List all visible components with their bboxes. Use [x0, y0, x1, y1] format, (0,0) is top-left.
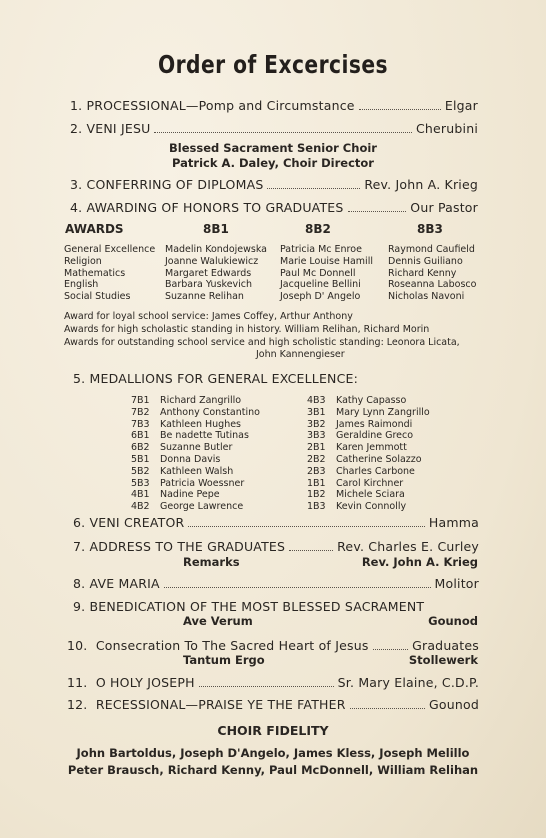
dot-leader — [154, 131, 412, 133]
awards-heading: AWARDS — [65, 222, 124, 236]
medallion-codes-left — [131, 395, 150, 513]
item-right: Gounod — [429, 697, 479, 712]
award-winner: Jacqueline Bellini — [280, 279, 361, 291]
student-name: Anthony Constantino — [160, 406, 260, 418]
student-name: Suzanne Butler — [160, 442, 233, 454]
award-winner: Raymond Caufield — [388, 244, 475, 255]
dot-leader — [359, 108, 441, 110]
class-code: 4B3 — [307, 395, 326, 406]
class-code: 1B1 — [307, 477, 326, 489]
item-label: ADDRESS TO THE GRADUATES — [89, 539, 286, 554]
award-category: English — [64, 279, 99, 291]
student-name: Karen Jemmott — [336, 442, 407, 454]
item-number: 11. — [67, 675, 88, 690]
choir-director: Patrick A. Daley, Choir Director — [172, 156, 374, 170]
medallion-names-left — [160, 395, 260, 513]
item-number: 1. — [70, 98, 83, 113]
item-right: Sr. Mary Elaine, C.D.P. — [337, 675, 479, 690]
item-number: 2. — [70, 121, 83, 136]
item-number: 10. — [67, 638, 88, 653]
item-9-sub-right: Gounod — [428, 614, 478, 628]
item-7-sub-label: Remarks — [183, 555, 240, 569]
award-winner: Suzanne Relihan — [165, 291, 244, 303]
special-award: Award for loyal school service: James Coffey, Arthur Anthony — [64, 311, 353, 322]
class-code: 5B3 — [131, 477, 150, 489]
student-name: Geraldine Greco — [336, 430, 414, 442]
award-category: Religion — [64, 255, 102, 267]
award-winner: Marie Louise Hamill — [280, 255, 373, 267]
student-name: Catherine Solazzo — [336, 453, 422, 465]
dot-leader — [348, 210, 407, 212]
dot-leader — [188, 525, 424, 527]
item-10-sub-right: Stollewerk — [408, 653, 478, 667]
item-9-sub-label: Ave Verum — [183, 614, 253, 628]
award-winner: Roseanna Labosco — [388, 279, 477, 291]
item-10-sub-label: Tantum Ergo — [183, 653, 265, 667]
item-number: 4. — [70, 200, 83, 215]
class-code: 6B2 — [131, 442, 150, 454]
class-code: 3B2 — [307, 418, 326, 430]
student-name: Kevin Connolly — [336, 501, 407, 513]
award-categories — [64, 244, 155, 303]
item-label: CONFERRING OF DIPLOMAS — [86, 177, 264, 192]
item-right: Rev. Charles E. Curley — [337, 539, 479, 554]
item-number: 12. — [67, 697, 88, 712]
item-right: Molitor — [434, 576, 479, 591]
dot-leader — [373, 648, 409, 650]
program-item-3 — [70, 177, 478, 192]
award-winner: Patricia Mc Enroe — [280, 244, 362, 255]
special-awards — [64, 311, 460, 362]
award-category: General Excellence — [64, 244, 156, 255]
class-code: 2B2 — [307, 453, 326, 465]
item-number: 6. — [73, 515, 86, 530]
student-name: George Lawrence — [160, 501, 244, 513]
class-code: 7B3 — [131, 418, 150, 430]
medallion-codes-right — [307, 395, 326, 513]
award-winner: Nicholas Navoni — [388, 291, 465, 303]
class-code: 4B2 — [131, 501, 150, 513]
award-winner: Madelin Kondojewska — [165, 244, 268, 255]
choir-fidelity-heading: CHOIR FIDELITY — [217, 723, 329, 738]
item-label: RECESSIONAL—PRAISE YE THE FATHER — [95, 697, 346, 712]
program-item-11 — [67, 675, 479, 690]
student-name: Richard Zangrillo — [160, 395, 242, 406]
award-winner: Richard Kenny — [388, 267, 457, 279]
program-item-10 — [67, 638, 479, 653]
item-number: 3. — [70, 177, 83, 192]
award-winner: Barbara Yuskevich — [165, 279, 253, 291]
item-right: Hamma — [428, 515, 479, 530]
dot-leader — [199, 685, 334, 687]
item-number: 7. — [73, 539, 86, 554]
class-code: 5B1 — [131, 453, 150, 465]
item-right: Graduates — [412, 638, 479, 653]
class-code: 7B1 — [131, 395, 150, 406]
medallion-names-right — [336, 395, 430, 513]
item-label: Consecration To The Sacred Heart of Jesus — [95, 638, 369, 653]
item-label: VENI JESU — [86, 121, 151, 136]
class-code: 1B3 — [307, 501, 326, 513]
item-label: PROCESSIONAL—Pomp and Circumstance — [86, 98, 355, 113]
program-item-5 — [73, 371, 358, 386]
item-number: 9. — [73, 599, 86, 614]
student-name: Charles Carbone — [336, 465, 415, 477]
choir-fidelity-names-1: John Bartoldus, Joseph D'Angelo, James Kless, Joseph Melillo — [76, 746, 470, 760]
awards-8b3 — [388, 244, 476, 303]
class-8b3-heading: 8B3 — [417, 222, 443, 236]
item-label: BENEDICATION OF THE MOST BLESSED SACRAMENT — [89, 599, 425, 614]
dot-leader — [289, 549, 333, 551]
award-winner: Joseph D' Angelo — [280, 291, 361, 303]
class-code: 3B1 — [307, 406, 326, 418]
item-label: MEDALLIONS FOR GENERAL EXCELLENCE: — [89, 371, 359, 386]
program-item-9 — [73, 599, 424, 614]
student-name: Nadine Pepe — [160, 489, 220, 501]
student-name: Patricia Woessner — [160, 477, 245, 489]
program-item-8 — [73, 576, 479, 591]
special-award: Awards for outstanding school service and high scholistic standing: Leonora Licata, — [64, 336, 460, 348]
award-category: Mathematics — [64, 267, 126, 279]
student-name: Carol Kirchner — [336, 477, 404, 489]
item-right: Cherubini — [415, 121, 478, 136]
student-name: Be nadette Tutinas — [160, 430, 249, 442]
item-label: O HOLY JOSEPH — [95, 675, 195, 690]
item-right: Rev. John A. Krieg — [364, 177, 478, 192]
program-item-6 — [73, 515, 479, 530]
class-code: 1B2 — [307, 489, 326, 501]
award-winner: Joanne Walukiewicz — [165, 255, 259, 267]
item-right: Elgar — [444, 98, 478, 113]
award-category: Social Studies — [64, 291, 131, 303]
award-winner: Margaret Edwards — [165, 267, 252, 279]
special-award: Awards for high scholastic standing in history. William Relihan, Richard Morin — [64, 323, 430, 335]
class-code: 4B1 — [131, 489, 150, 501]
item-7-sub-right: Rev. John A. Krieg — [361, 555, 478, 569]
program-item-12 — [67, 697, 479, 712]
class-8b2-heading: 8B2 — [305, 222, 331, 236]
choir-name: Blessed Sacrament Senior Choir — [169, 141, 377, 155]
student-name: Kathleen Hughes — [160, 418, 242, 430]
special-award: John Kannengieser — [256, 349, 345, 361]
awards-8b1 — [165, 244, 267, 303]
program-item-2 — [70, 121, 478, 136]
class-code: 7B2 — [131, 406, 150, 418]
class-code: 5B2 — [131, 465, 150, 477]
student-name: Donna Davis — [160, 453, 221, 465]
class-code: 3B3 — [307, 430, 326, 442]
program-item-1 — [70, 98, 478, 113]
award-winner: Paul Mc Donnell — [280, 267, 356, 279]
page-title: Order of Excercises — [157, 50, 389, 79]
program-item-7 — [73, 539, 479, 554]
item-label: AVE MARIA — [89, 576, 160, 591]
dot-leader — [350, 707, 425, 709]
item-label: VENI CREATOR — [89, 515, 185, 530]
class-code: 2B1 — [307, 442, 326, 454]
item-right: Our Pastor — [410, 200, 478, 215]
item-number: 5. — [73, 371, 86, 386]
award-winner: Dennis Guiliano — [388, 255, 463, 267]
choir-fidelity-names-2: Peter Brausch, Richard Kenny, Paul McDonnell, William Relihan — [67, 763, 479, 777]
class-8b1-heading: 8B1 — [203, 222, 229, 236]
item-number: 8. — [73, 576, 86, 591]
student-name: James Raimondi — [336, 418, 413, 430]
dot-leader — [267, 187, 360, 189]
program-item-4 — [70, 200, 478, 215]
class-code: 6B1 — [131, 430, 150, 442]
student-name: Kathy Capasso — [336, 395, 407, 406]
student-name: Kathleen Walsh — [160, 465, 234, 477]
student-name: Mary Lynn Zangrillo — [336, 406, 430, 418]
dot-leader — [164, 586, 431, 588]
awards-8b2 — [280, 244, 373, 303]
student-name: Michele Sciara — [336, 489, 405, 501]
item-label: AWARDING OF HONORS TO GRADUATES — [86, 200, 344, 215]
class-code: 2B3 — [307, 465, 326, 477]
